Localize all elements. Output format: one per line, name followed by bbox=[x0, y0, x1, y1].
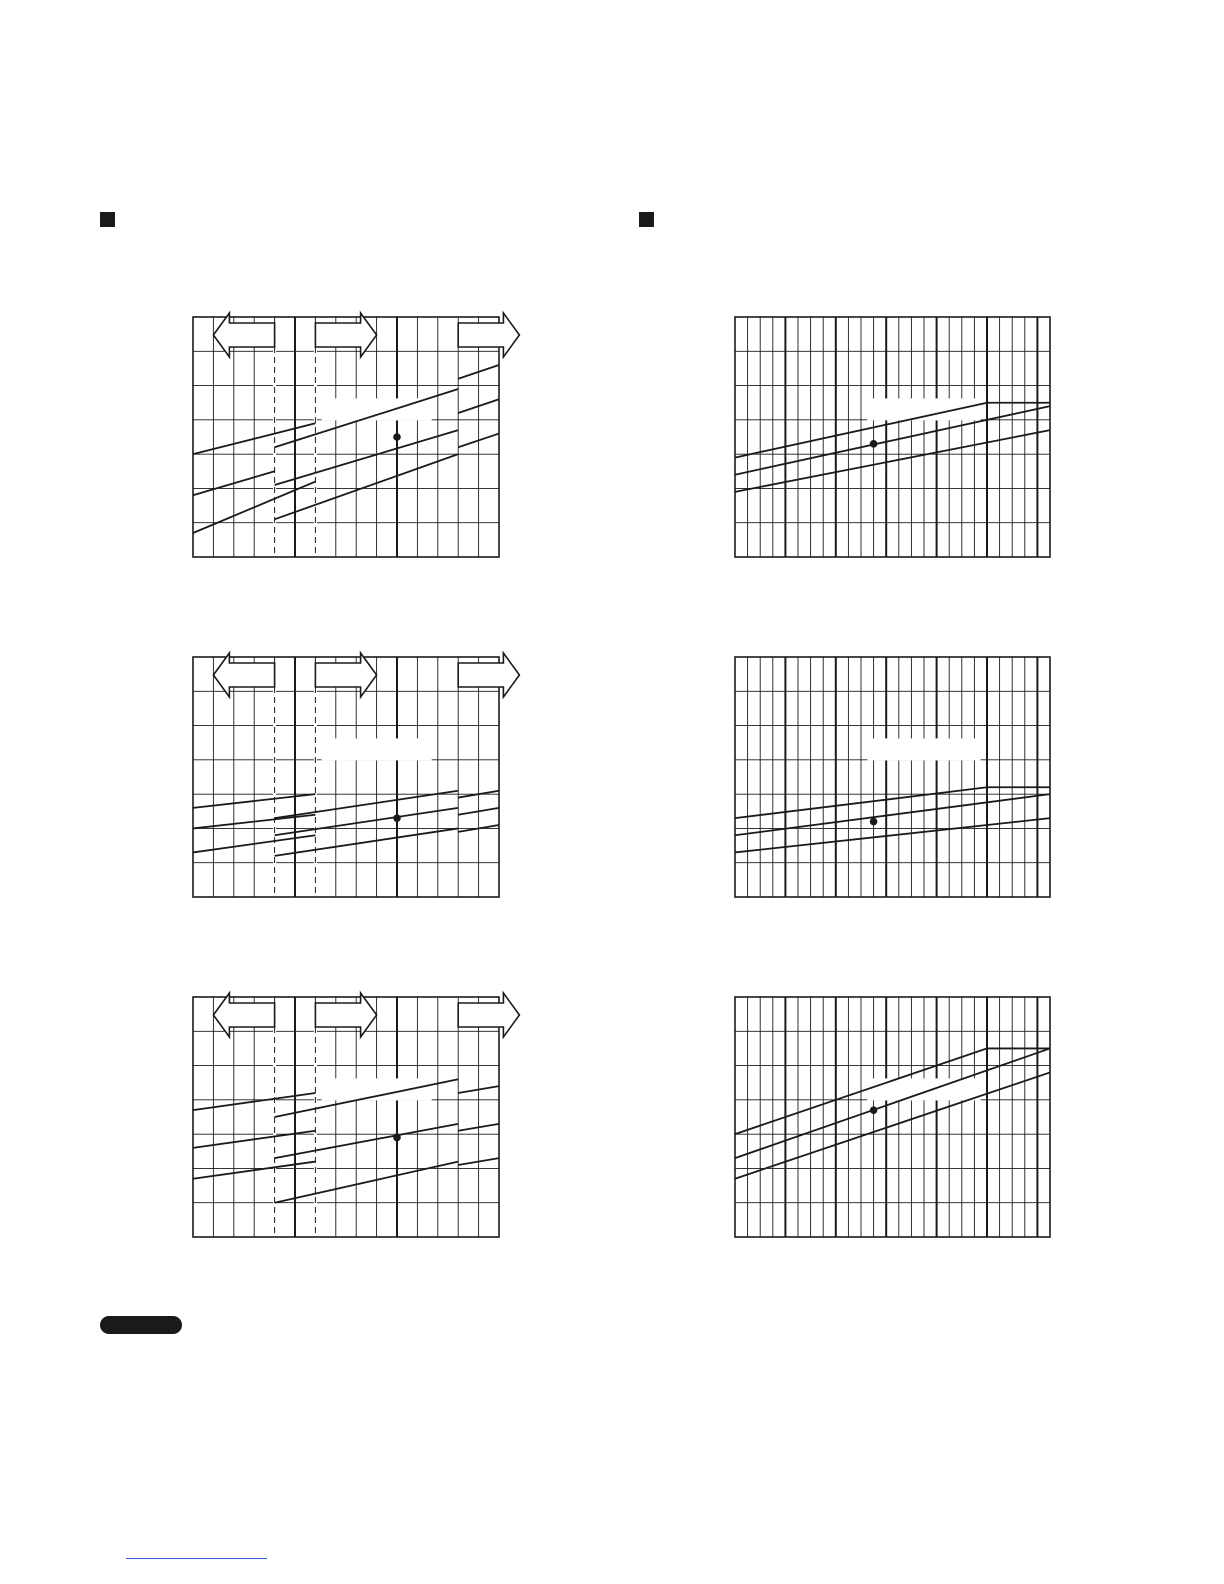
range-arrow-right-icon bbox=[315, 313, 376, 357]
range-arrow-left-icon bbox=[213, 993, 274, 1037]
chart-right-bottom bbox=[735, 997, 1050, 1237]
range-arrow-right-icon bbox=[315, 993, 376, 1037]
chart-left-bottom bbox=[193, 993, 519, 1237]
chart-frame bbox=[193, 657, 499, 897]
range-arrow-right-icon bbox=[458, 313, 519, 357]
chart-frame bbox=[193, 317, 499, 557]
chart-right-middle bbox=[735, 657, 1050, 897]
series-line-2 bbox=[735, 1048, 1050, 1158]
chart-frame bbox=[193, 997, 499, 1237]
series-line-1 bbox=[735, 787, 1050, 818]
range-arrow-right-icon bbox=[458, 653, 519, 697]
chart-frame bbox=[735, 317, 1050, 557]
rating-point bbox=[870, 1106, 878, 1114]
footer-link-rule bbox=[126, 1558, 267, 1559]
series-line-3 bbox=[275, 828, 459, 855]
rating-point bbox=[870, 440, 878, 448]
chart-left-top bbox=[193, 313, 519, 557]
rating-point bbox=[870, 818, 878, 826]
chart-frame bbox=[735, 997, 1050, 1237]
chart-frame bbox=[735, 657, 1050, 897]
series-line-3 bbox=[735, 430, 1050, 492]
masked-label-area bbox=[322, 738, 432, 760]
chart-left-middle bbox=[193, 653, 519, 897]
series-line-2 bbox=[275, 808, 459, 835]
masked-label-area bbox=[867, 1078, 980, 1100]
series-line-2 bbox=[275, 1124, 459, 1158]
series-line-2 bbox=[735, 794, 1050, 835]
range-arrow-right-icon bbox=[315, 653, 376, 697]
rating-point bbox=[393, 433, 401, 441]
masked-label-area bbox=[867, 738, 980, 760]
rating-point bbox=[393, 1134, 401, 1142]
rating-point bbox=[393, 814, 401, 822]
masked-label-area bbox=[322, 1078, 432, 1100]
series-line-3 bbox=[735, 818, 1050, 852]
note-badge bbox=[100, 1316, 182, 1334]
series-line-3 bbox=[275, 1162, 459, 1203]
range-arrow-left-icon bbox=[213, 653, 274, 697]
chart-right-top bbox=[735, 317, 1050, 557]
range-arrow-right-icon bbox=[458, 993, 519, 1037]
range-arrow-left-icon bbox=[213, 313, 274, 357]
